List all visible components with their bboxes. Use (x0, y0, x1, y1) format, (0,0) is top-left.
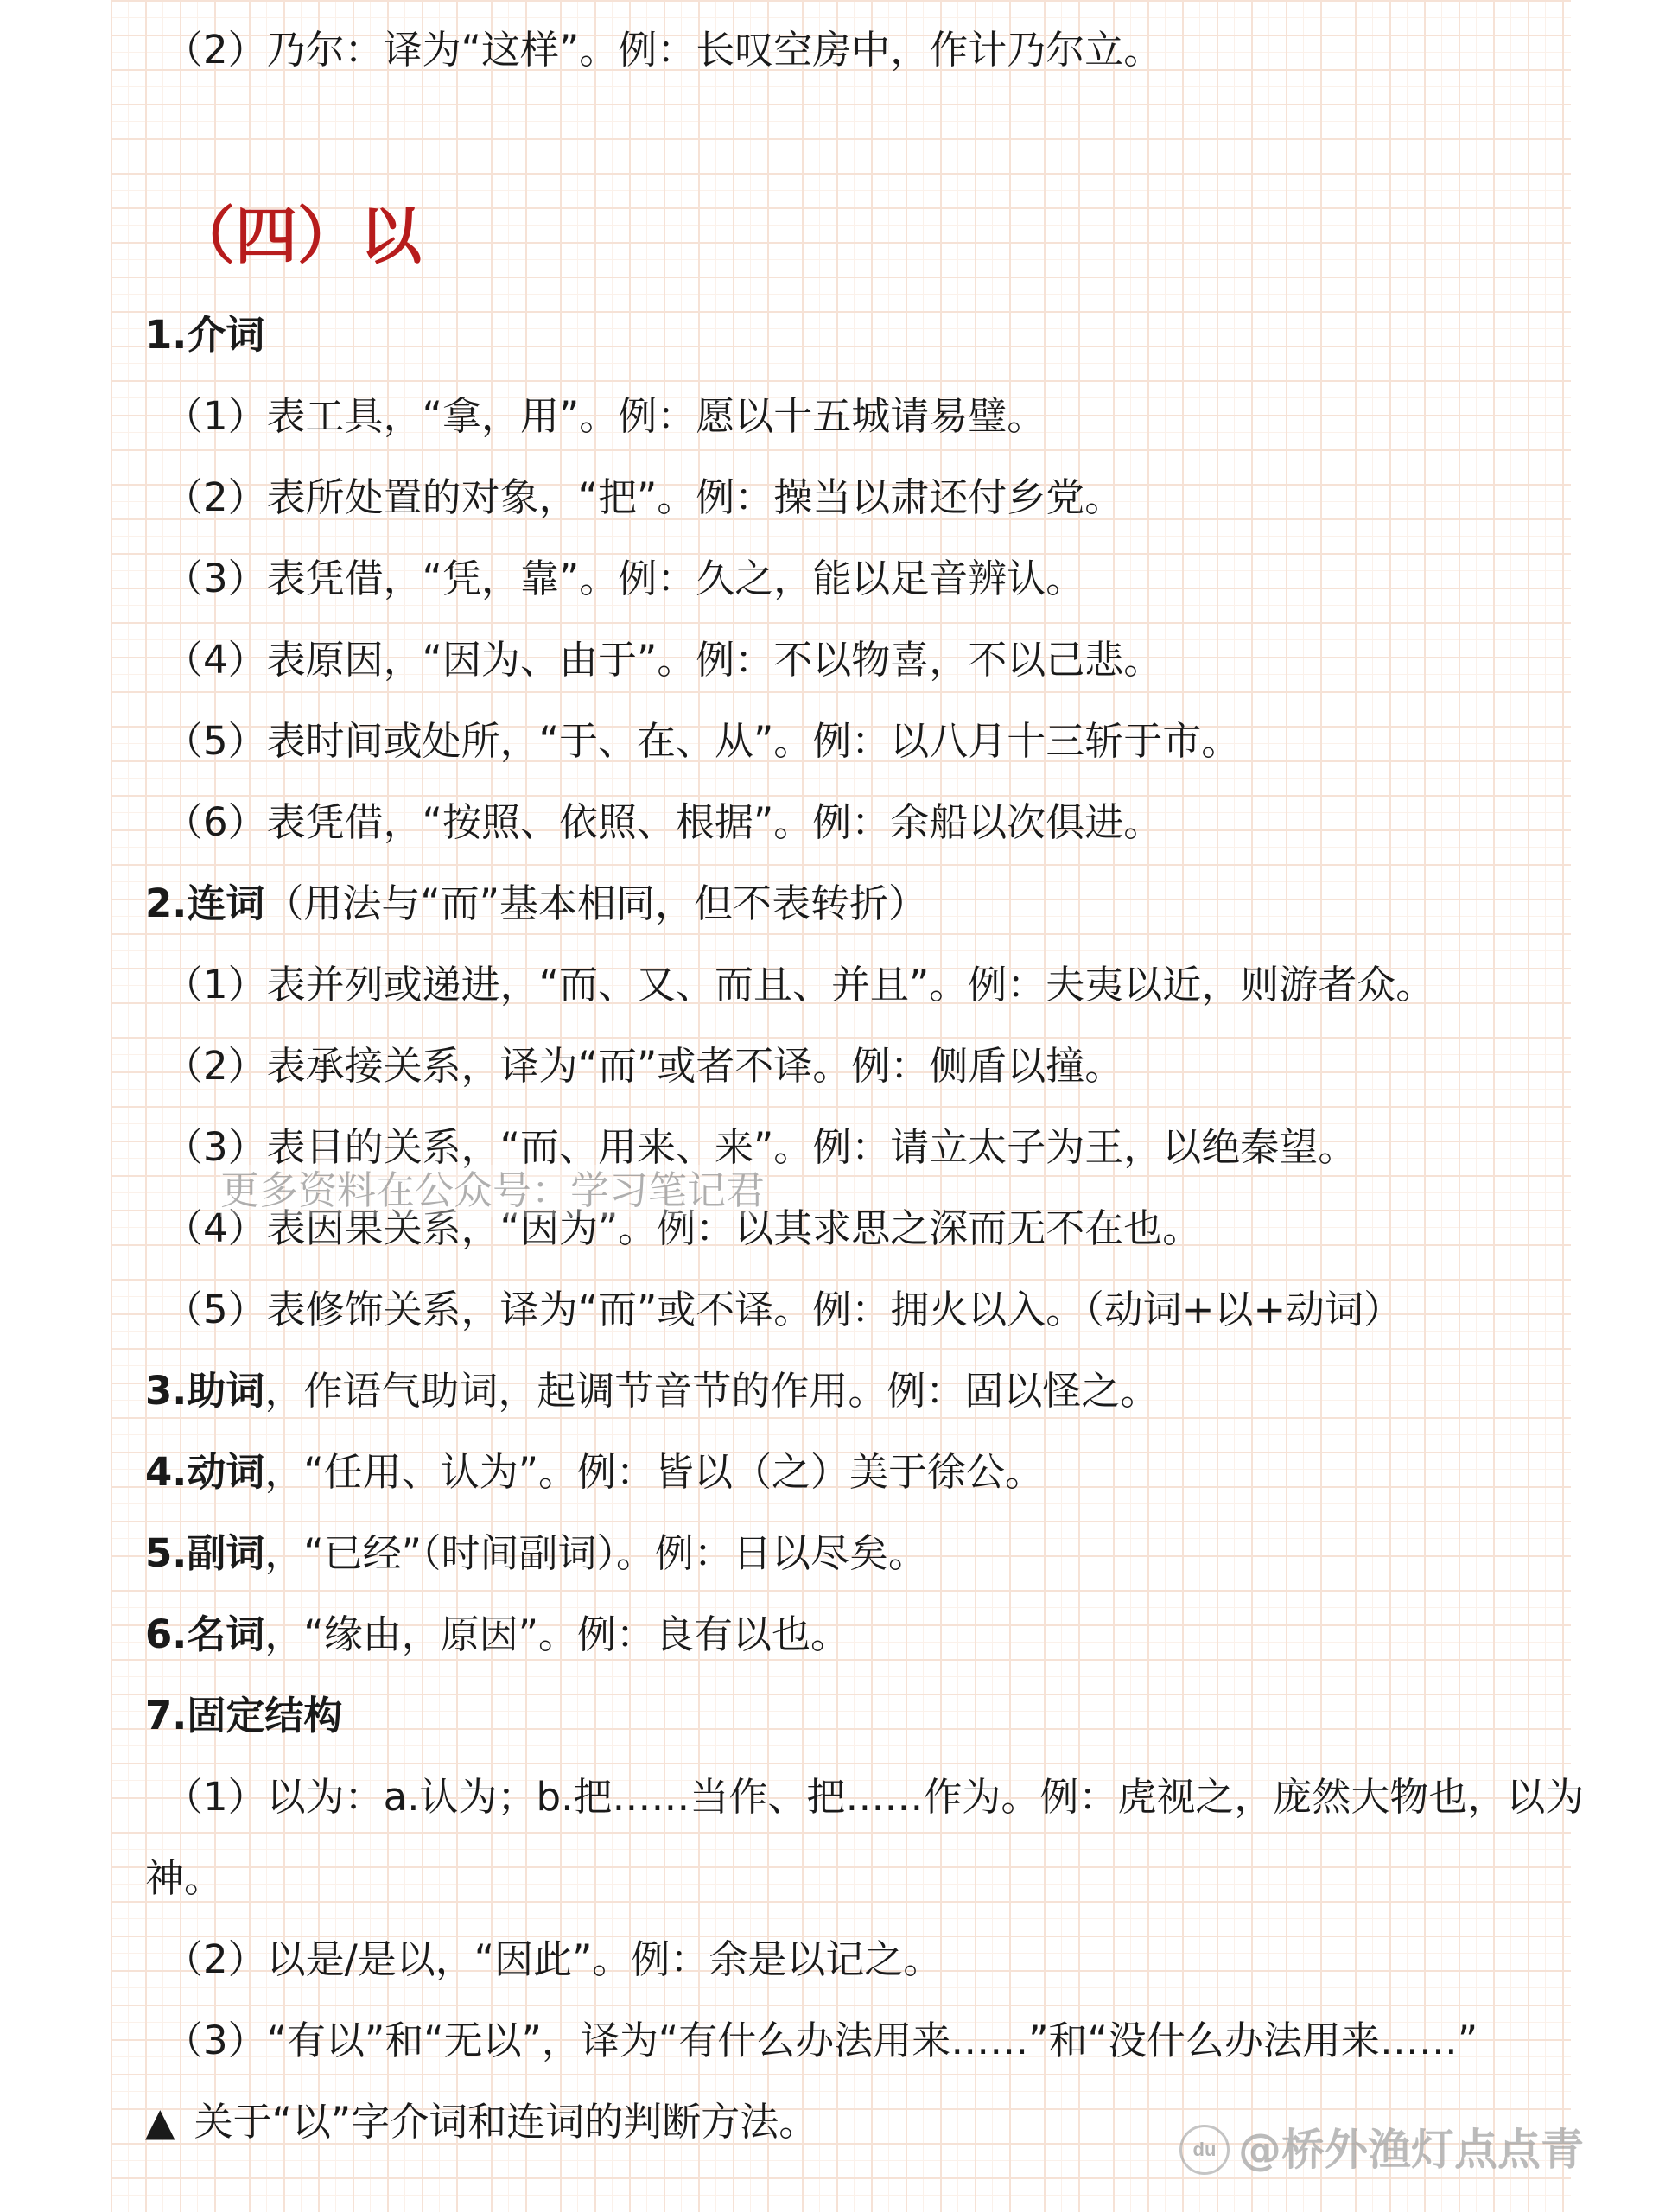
item-1-1: （1）表工具，“拿，用”。例：愿以十五城请易璧。 (164, 393, 1046, 439)
item-1-3: （3）表凭借，“凭，靠”。例：久之，能以足音辨认。 (164, 556, 1085, 601)
heading-verb-text: ，“任用、认为”。例：皆以（之）美于徐公。 (264, 1449, 1045, 1495)
heading-particle-text: ，作语气助词，起调节音节的作用。例：固以怪之。 (264, 1368, 1160, 1414)
heading-conjunction-note: （用法与“而”基本相同，但不表转折） (264, 880, 928, 926)
heading-adverb-label: 5.副词 (145, 1530, 265, 1576)
heading-adverb-text: ，“已经”（时间副词）。例：日以尽矣。 (264, 1530, 928, 1576)
note-text: 关于“以”字介词和连词的判断方法。 (194, 2099, 818, 2145)
heading-noun-text: ，“缘由，原因”。例：良有以也。 (264, 1611, 850, 1657)
watermark-text: 更多资料在公众号：学习笔记君 (220, 1165, 765, 1217)
heading-particle (145, 1365, 1159, 1417)
heading-noun (145, 1609, 849, 1661)
heading-conjunction-label: 2.连词 (145, 880, 265, 926)
heading-noun-label: 6.名词 (145, 1611, 265, 1657)
heading-preposition: 1.介词 (145, 312, 265, 358)
item-1-2: （2）表所处置的对象，“把”。例：操当以肃还付乡党。 (164, 474, 1124, 520)
brand-handle: @桥外渔灯点点青 (1238, 2125, 1584, 2175)
item-1-6: （6）表凭借，“按照、依照、根据”。例：余船以次俱进。 (164, 799, 1163, 845)
item-2-1: （1）表并列或递进，“而、又、而且、并且”。例：夫夷以近，则游者众。 (164, 962, 1435, 1007)
note-line (145, 2096, 817, 2148)
section-title: （四）以 (173, 199, 423, 272)
item-1-5: （5）表时间或处所，“于、在、从”。例：以八月十三斩于市。 (164, 718, 1241, 764)
heading-adverb (145, 1528, 927, 1580)
triangle-icon: ▲ (145, 2099, 175, 2145)
heading-verb-label: 4.动词 (145, 1449, 265, 1495)
item-7-1-continued: 神。 (145, 1855, 224, 1901)
item-2-4: （4）表因果关系，“因为”。例：以其求思之深而无不在也。 (164, 1205, 1202, 1251)
heading-verb (145, 1446, 1044, 1498)
prev-item-2: （2）乃尔：译为“这样”。例：长叹空房中，作计乃尔立。 (164, 27, 1163, 73)
item-7-3: （3）“有以”和“无以”，译为“有什么办法用来……”和“没什么办法用来……” (164, 2018, 1478, 2063)
item-2-2: （2）表承接关系，译为“而”或者不译。例：侧盾以撞。 (164, 1043, 1124, 1089)
item-7-2: （2）以是/是以，“因此”。例：余是以记之。 (164, 1936, 943, 1982)
item-2-5: （5）表修饰关系，译为“而”或不译。例：拥火以入。（动词+以+动词） (164, 1287, 1403, 1332)
item-2-3: （3）表目的关系，“而、用来、来”。例：请立太子为王，以绝秦望。 (164, 1124, 1357, 1170)
heading-particle-label: 3.助词 (145, 1368, 265, 1414)
heading-conjunction (145, 878, 927, 930)
item-7-1: （1）以为：a.认为；b.把……当作、把……作为。例：虎视之，庞然大物也，以为 (164, 1774, 1585, 1820)
paw-logo-icon: du (1179, 2125, 1230, 2175)
heading-fixed-structure: 7.固定结构 (145, 1693, 343, 1738)
item-1-4: （4）表原因，“因为、由于”。例：不以物喜，不以己悲。 (164, 637, 1163, 683)
footer-brand (1179, 2124, 1584, 2176)
grid-paper-background (111, 0, 1571, 2212)
